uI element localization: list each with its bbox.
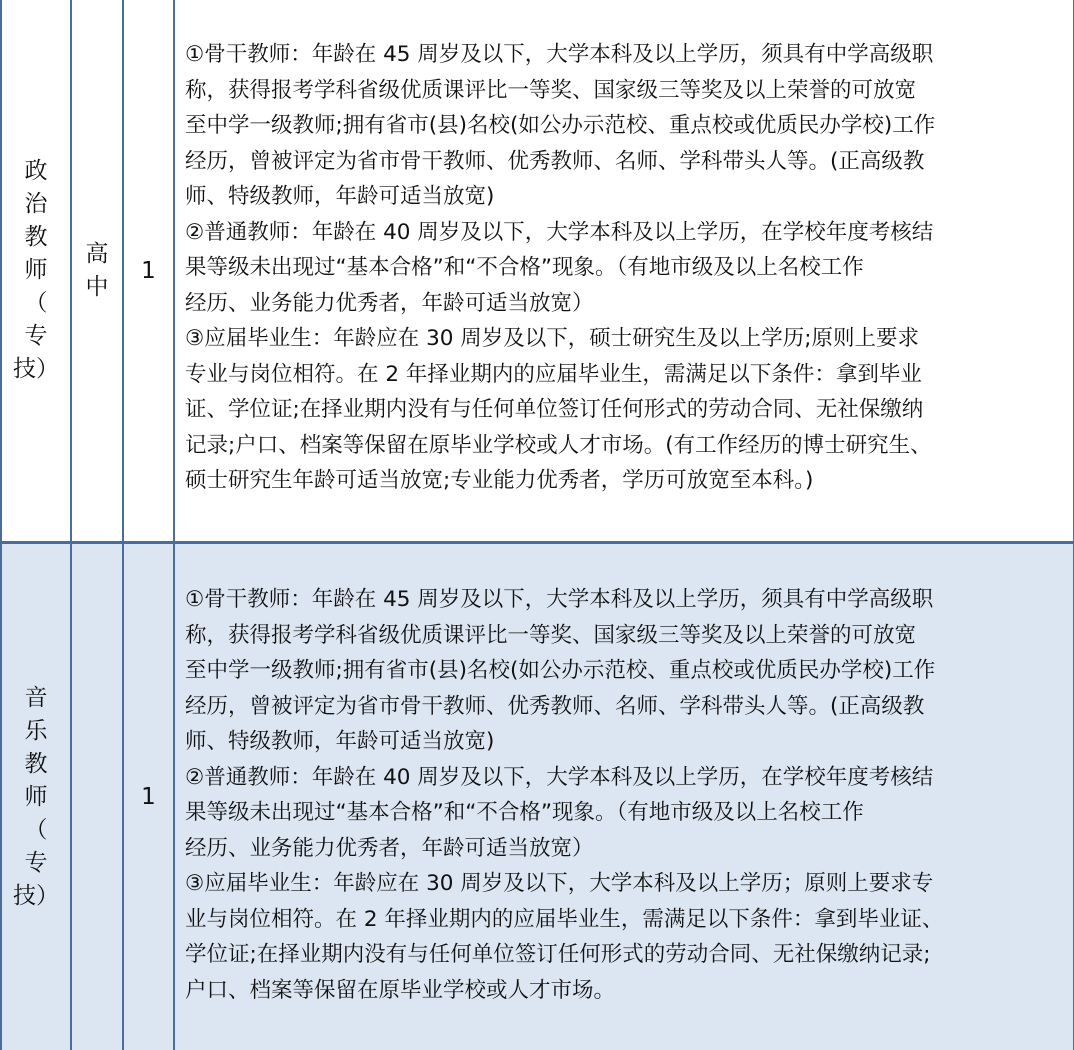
- requirement-line: 经历、业务能力优秀者，年龄可适当放宽）: [185, 290, 594, 316]
- requirement-line: 专业与岗位相符。在 2 年择业期内的应届毕业生，需满足以下条件：拿到毕业: [185, 361, 922, 387]
- position-char: 治: [24, 191, 48, 217]
- requirements-text: [185, 582, 1069, 1008]
- count-cell: [122, 544, 173, 1050]
- level-cell: [70, 544, 122, 1050]
- requirement-line: 至中学一级教师;拥有省市(县)名校(如公办示范校、重点校或优质民办学校)工作: [185, 658, 936, 683]
- requirement-line: 称，获得报考学科省级优质课评比一等奖、国家级三等奖及以上荣誉的可放宽: [185, 622, 917, 648]
- requirement-line: 经历，曾被评定为省市骨干教师、优秀教师、名师、学科带头人等。(正高级教: [185, 148, 925, 174]
- position-char: 专: [24, 323, 48, 349]
- position-char: 师: [24, 783, 48, 810]
- requirement-line: 证、学位证;在择业期内没有与任何单位签订任何形式的劳动合同、无社保缴纳: [185, 397, 924, 422]
- table-row: [0, 544, 1074, 1050]
- requirement-line: 至中学一级教师;拥有省市(县)名校(如公办示范校、重点校或优质民办学校)工作: [185, 113, 936, 138]
- requirement-line: 称，获得报考学科省级优质课评比一等奖、国家级三等奖及以上荣誉的可放宽: [185, 77, 917, 103]
- level-cell: [70, 0, 122, 541]
- count-value: 1: [141, 258, 156, 284]
- position-char: 师: [24, 257, 48, 283]
- position-char: 政: [24, 158, 48, 184]
- position-char: （: [24, 816, 48, 843]
- requirement-line: 师、特级教师，年龄可适当放宽): [185, 184, 495, 209]
- requirement-line: ②普通教师：年龄在 40 周岁及以下，大学本科及以上学历，在学校年度考核结: [185, 219, 934, 245]
- requirement-line: 师、特级教师，年龄可适当放宽): [185, 729, 495, 754]
- requirements-text: [185, 37, 1069, 499]
- position-char: 技）: [13, 882, 59, 909]
- position-char: 音: [24, 684, 48, 711]
- requirements-cell: [173, 0, 1074, 541]
- requirement-line: 果等级未出现过“基本合格”和“不合格”现象。（有地市级及以上名校工作: [185, 255, 864, 280]
- position-char: 教: [24, 224, 48, 250]
- level-char: 中: [85, 273, 109, 300]
- position-cell: [0, 544, 70, 1050]
- requirement-line: ①骨干教师：年龄在 45 周岁及以下，大学本科及以上学历，须具有中学高级职: [185, 587, 934, 612]
- requirement-line: ③应届毕业生：年龄应在 30 周岁及以下，硕士研究生及以上学历;原则上要求: [185, 326, 920, 351]
- position-char: 专: [24, 849, 48, 876]
- requirement-line: 记录;户口、档案等保留在原毕业学校或人才市场。(有工作经历的博士研究生、: [185, 432, 932, 458]
- requirement-line: 经历、业务能力优秀者，年龄可适当放宽）: [185, 835, 594, 861]
- requirement-line: 户口、档案等保留在原毕业学校或人才市场。: [185, 977, 616, 1003]
- count-value: 1: [141, 784, 156, 810]
- position-cell: [0, 0, 70, 541]
- position-char: （: [24, 290, 48, 316]
- requirement-line: ①骨干教师：年龄在 45 周岁及以下，大学本科及以上学历，须具有中学高级职: [185, 42, 934, 67]
- level-char: 高: [85, 240, 109, 267]
- requirement-line: 业与岗位相符。在 2 年择业期内的应届毕业生，需满足以下条件：拿到毕业证、: [185, 906, 944, 932]
- requirement-line: 硕士研究生年龄可适当放宽;专业能力优秀者，学历可放宽至本科。): [185, 468, 814, 493]
- position-char: 乐: [24, 717, 48, 744]
- position-char: 教: [24, 750, 48, 777]
- requirement-line: 学位证;在择业期内没有与任何单位签订任何形式的劳动合同、无社保缴纳记录;: [185, 942, 931, 967]
- requirement-line: ②普通教师：年龄在 40 周岁及以下，大学本科及以上学历，在学校年度考核结: [185, 764, 934, 790]
- count-cell: [122, 0, 173, 541]
- requirement-line: 果等级未出现过“基本合格”和“不合格”现象。（有地市级及以上名校工作: [185, 800, 864, 825]
- requirement-line: 经历，曾被评定为省市骨干教师、优秀教师、名师、学科带头人等。(正高级教: [185, 693, 925, 719]
- position-char: 技）: [13, 356, 59, 382]
- requirements-cell: [173, 544, 1074, 1050]
- requirement-line: ③应届毕业生：年龄应在 30 周岁及以下，大学本科及以上学历；原则上要求专: [185, 871, 934, 896]
